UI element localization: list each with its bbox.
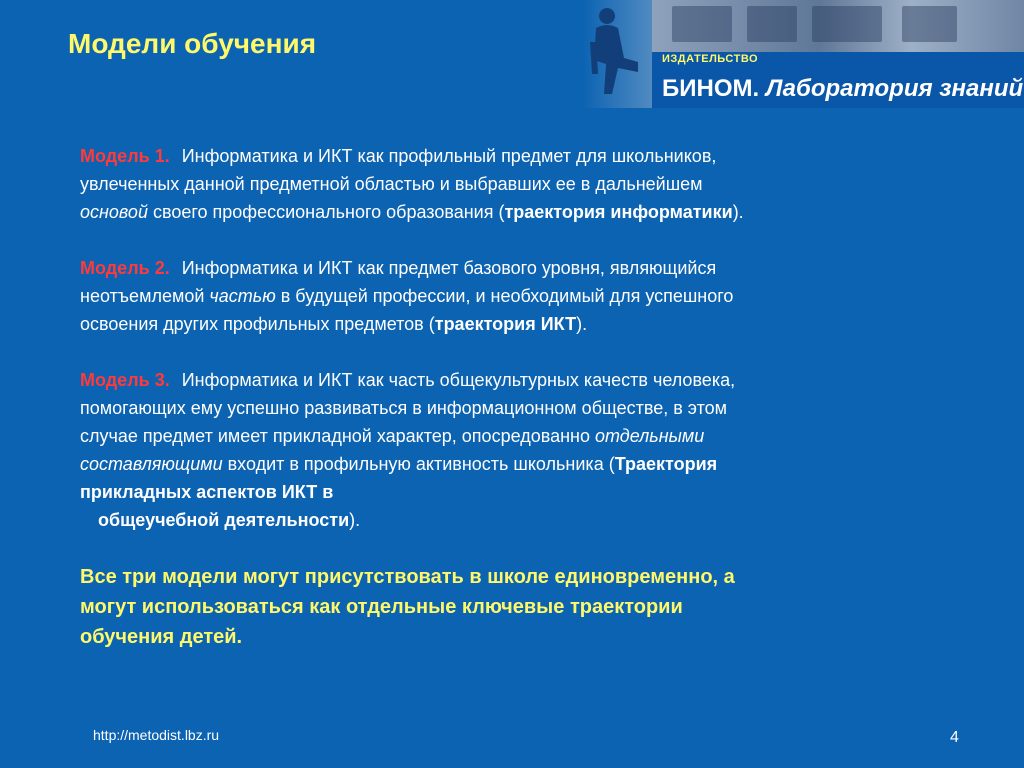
summary	[80, 562, 940, 652]
model-text: Информатика и ИКТ как предмет базового уровня, являющийся	[181, 258, 717, 278]
model-3	[80, 366, 940, 534]
model-text: в будущей профессии, и необходимый для успешного	[275, 286, 734, 306]
model-text: ).	[576, 314, 588, 334]
page-number: 4	[950, 729, 959, 746]
publisher-banner	[582, 0, 1024, 108]
model-text: ).	[349, 510, 361, 530]
books-photo	[652, 0, 1024, 52]
model-1	[80, 142, 940, 226]
trajectory-name: прикладных аспектов ИКТ в	[80, 482, 334, 502]
publisher-name-main: БИНОМ.	[662, 75, 760, 102]
summary-line: обучения детей.	[80, 626, 243, 648]
summary-line: могут использоваться как отдельные ключевые траектории	[80, 596, 683, 618]
model-label: Модель 3.	[80, 370, 170, 390]
model-italic: основой	[80, 202, 148, 222]
publisher-name	[662, 75, 1023, 103]
model-text: увлеченных данной предметной областью и выбравших ее в дальнейшем	[80, 174, 703, 194]
slide-content	[80, 142, 940, 652]
trajectory-name: Траектория	[614, 454, 718, 474]
summary-line: Все три модели могут присутствовать в школе единовременно, а	[80, 566, 735, 588]
model-label: Модель 2.	[80, 258, 170, 278]
model-italic: частью	[209, 286, 276, 306]
seated-person-icon	[582, 2, 648, 102]
model-text: входит в профильную активность школьника (	[222, 454, 615, 474]
trajectory-name: траектория информатики	[504, 202, 733, 222]
book-shape	[672, 6, 732, 42]
model-text: ).	[732, 202, 744, 222]
model-text: Информатика и ИКТ как профильный предмет для школьников,	[181, 146, 717, 166]
model-label: Модель 1.	[80, 146, 170, 166]
model-italic: составляющими	[80, 454, 223, 474]
trajectory-name: общеучебной деятельности	[98, 510, 350, 530]
book-shape	[812, 6, 882, 42]
model-text: помогающих ему успешно развиваться в информационном обществе, в этом	[80, 398, 728, 418]
model-text: Информатика и ИКТ как часть общекультурных качеств человека,	[181, 370, 736, 390]
model-2	[80, 254, 940, 338]
book-shape	[902, 6, 957, 42]
publisher-small-label: ИЗДАТЕЛЬСТВО	[662, 53, 759, 65]
model-text: освоения других профильных предметов (	[80, 314, 435, 334]
model-text: неотъемлемой	[80, 286, 210, 306]
model-italic: отдельными	[594, 426, 705, 446]
trajectory-name: траектория ИКТ	[434, 314, 577, 334]
slide-title: Модели обучения	[68, 28, 317, 59]
publisher-subtitle: Лаборатория знаний	[765, 75, 1024, 102]
model-text: своего профессионального образования (	[147, 202, 505, 222]
footer-link[interactable]: http://metodist.lbz.ru	[93, 727, 220, 743]
model-text: случае предмет имеет прикладной характер, опосредованно	[80, 426, 595, 446]
book-shape	[747, 6, 797, 42]
